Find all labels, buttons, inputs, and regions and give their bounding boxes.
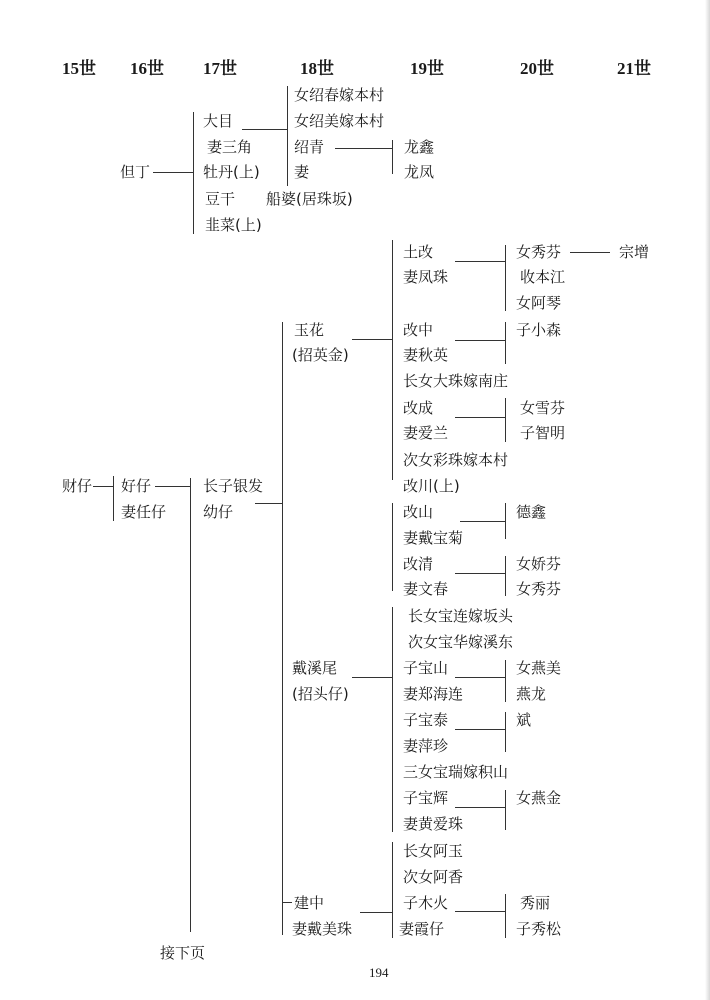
connector-line (335, 148, 393, 149)
connector-line (242, 129, 288, 130)
connector-line (282, 902, 292, 903)
entry: 妻黄爱珠 (403, 815, 464, 833)
entry: 豆干 (205, 190, 236, 208)
entry: 妻爱兰 (403, 424, 449, 442)
entry: 大目 (203, 112, 234, 130)
connector-line (282, 322, 283, 935)
entry: 长女宝连嫁坂头 (408, 607, 514, 625)
connector-line (455, 729, 505, 730)
entry: 德鑫 (516, 503, 547, 521)
connector-line (352, 339, 392, 340)
entry: 船婆(居珠坂) (266, 190, 353, 208)
entry: 子宝辉 (403, 789, 449, 807)
entry: 韭菜(上) (205, 216, 262, 234)
entry: 绍青 (294, 138, 325, 156)
entry: 玉花 (294, 321, 325, 339)
connector-line (392, 140, 393, 174)
generation-header-15: 15世 (62, 59, 96, 78)
entry: 妻霞仔 (399, 920, 445, 938)
generation-header-21: 21世 (617, 59, 651, 78)
connector-line (505, 894, 506, 938)
entry: 妻萍珍 (403, 737, 449, 755)
entry: 秀丽 (520, 894, 551, 912)
entry: 收本江 (520, 268, 566, 286)
entry: 妻戴美珠 (292, 920, 353, 938)
entry: 长女阿玉 (403, 842, 464, 860)
entry: 宗增 (619, 243, 650, 261)
connector-line (360, 912, 392, 913)
entry: 妻凤珠 (403, 268, 449, 286)
generation-header-17: 17世 (203, 59, 237, 78)
connector-line (505, 398, 506, 442)
connector-line (455, 807, 505, 808)
connector-line (352, 677, 392, 678)
entry: 好仔 (121, 477, 152, 495)
entry: (招英金) (292, 346, 349, 364)
entry: 长子银发 (203, 477, 264, 495)
connector-line (455, 677, 505, 678)
entry: 牡丹(上) (203, 163, 260, 181)
connector-line (455, 573, 505, 574)
connector-line (505, 322, 506, 364)
entry: 妻三角 (207, 138, 253, 156)
entry: 女绍美嫁本村 (294, 112, 385, 130)
entry: 女燕金 (516, 789, 562, 807)
connector-line (460, 521, 505, 522)
entry: 妻秋英 (403, 346, 449, 364)
entry: (招头仔) (292, 685, 349, 703)
connector-line (455, 911, 505, 912)
connector-line (455, 261, 505, 262)
entry: 女阿琴 (516, 294, 562, 312)
entry: 女秀芬 (516, 580, 562, 598)
connector-line (455, 340, 505, 341)
entry: 女燕美 (516, 659, 562, 677)
entry: 子木火 (403, 894, 449, 912)
entry: 但丁 (120, 163, 151, 181)
entry: 长女大珠嫁南庄 (403, 372, 509, 390)
entry: 子宝山 (403, 659, 449, 677)
entry: 龙凤 (404, 163, 435, 181)
connector-line (505, 556, 506, 596)
entry: 改山 (403, 503, 434, 521)
entry: 妻 (294, 163, 310, 181)
continue-note: 接下页 (160, 944, 206, 962)
connector-line (153, 172, 194, 173)
entry: 妻戴宝菊 (403, 529, 464, 547)
connector-line (193, 112, 194, 234)
entry: 幼仔 (203, 503, 234, 521)
entry: 次女宝华嫁溪东 (408, 633, 514, 651)
entry: 次女阿香 (403, 868, 464, 886)
connector-line (505, 660, 506, 702)
entry: 次女彩珠嫁本村 (403, 451, 509, 469)
entry: 子秀松 (516, 920, 562, 938)
connector-line (155, 486, 191, 487)
generation-header-19: 19世 (410, 59, 444, 78)
connector-line (505, 503, 506, 539)
entry: 妻任仔 (121, 503, 167, 521)
entry: 财仔 (62, 477, 93, 495)
connector-line (190, 478, 191, 932)
entry: 戴溪尾 (292, 659, 338, 677)
connector-line (505, 245, 506, 311)
entry: 妻文春 (403, 580, 449, 598)
connector-line (455, 417, 505, 418)
entry: 妻郑海连 (403, 685, 464, 703)
page-edge-shadow (705, 0, 710, 1000)
entry: 子宝泰 (403, 711, 449, 729)
entry: 改中 (403, 321, 434, 339)
connector-line (570, 252, 610, 253)
connector-line (113, 476, 114, 521)
generation-header-20: 20世 (520, 59, 554, 78)
entry: 三女宝瑞嫁积山 (403, 763, 509, 781)
entry: 女绍春嫁本村 (294, 86, 385, 104)
connector-line (505, 712, 506, 752)
entry: 改清 (403, 555, 434, 573)
entry: 女秀芬 (516, 243, 562, 261)
entry: 改成 (403, 399, 434, 417)
entry: 建中 (294, 894, 325, 912)
entry: 燕龙 (516, 685, 547, 703)
page-number: 194 (369, 965, 389, 980)
connector-line (255, 503, 282, 504)
entry: 女雪芬 (520, 399, 566, 417)
entry: 子小森 (516, 321, 562, 339)
connector-line (93, 486, 113, 487)
connector-line (287, 86, 288, 186)
connector-line (392, 607, 393, 832)
connector-line (392, 842, 393, 938)
entry: 女娇芬 (516, 555, 562, 573)
generation-header-18: 18世 (300, 59, 334, 78)
entry: 子智明 (520, 424, 566, 442)
connector-line (505, 790, 506, 830)
entry: 斌 (516, 711, 532, 729)
connector-line (392, 240, 393, 480)
connector-line (392, 503, 393, 591)
entry: 改川(上) (403, 477, 460, 495)
entry: 龙鑫 (404, 138, 435, 156)
generation-header-16: 16世 (130, 59, 164, 78)
entry: 土改 (403, 243, 434, 261)
